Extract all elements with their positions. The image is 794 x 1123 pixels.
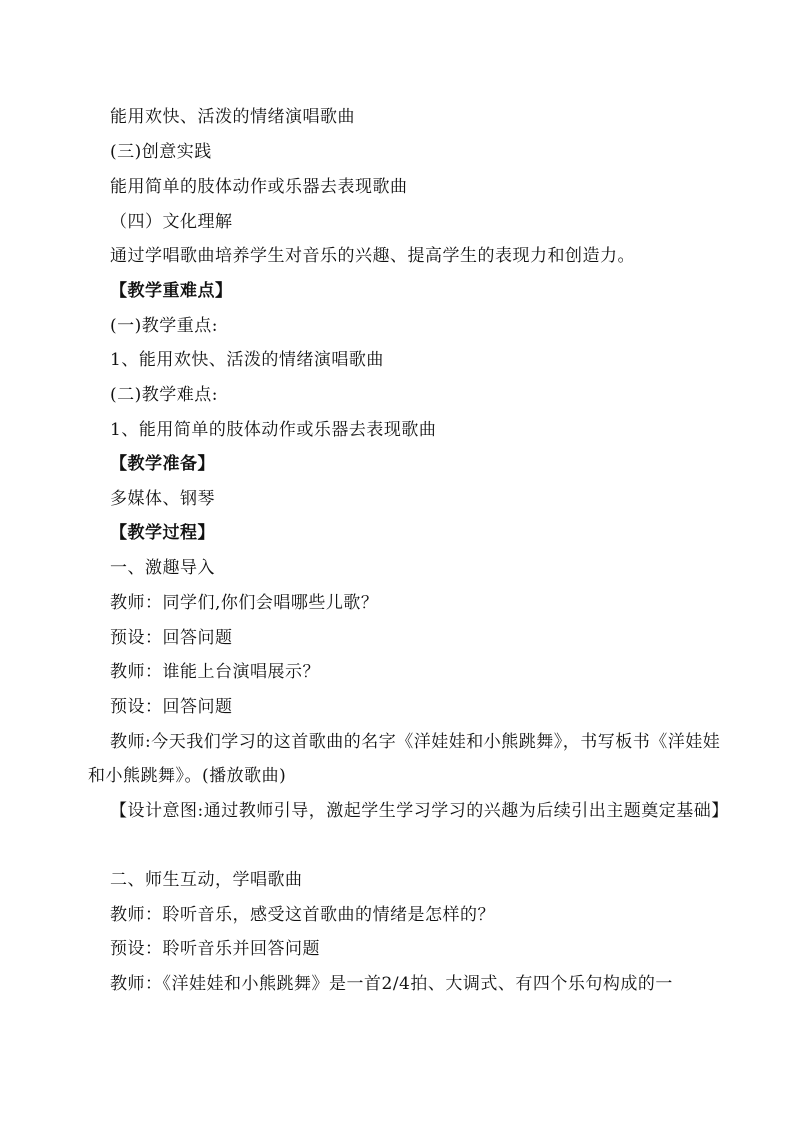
text-line: 能用欢快、活泼的情绪演唱歌曲 [110,107,355,127]
text-line: 1、能用简单的肢体动作或乐器去表现歌曲 [110,420,437,440]
text-line: （四）文化理解 [110,212,233,232]
paragraph: 【设计意图:通过教师引导，激起学生学习学习的兴趣为后续引出主题奠定基础】 [110,801,729,821]
text-line: 能用简单的肢体动作或乐器去表现歌曲 [110,177,408,197]
text-line: 预设：回答问题 [110,628,233,648]
text-line: 教师：同学们,你们会唱哪些儿歌？ [110,593,379,613]
section-heading: 【教学重难点】 [110,281,233,301]
text-line: (三)创意实践 [110,142,212,162]
text-line: 1、能用欢快、活泼的情绪演唱歌曲 [110,350,384,370]
text-line: (二)教学难点: [110,385,218,405]
section-heading: 【教学准备】 [110,454,215,474]
text-line: 教师：聆听音乐，感受这首歌曲的情绪是怎样的？ [110,905,495,925]
text-line: 预设：回答问题 [110,697,233,717]
paragraph: 教师:今天我们学习的这首歌曲的名字《洋娃娃和小熊跳舞》，书写板书《洋娃娃和小熊跳舞》。(播放歌曲) [88,732,721,786]
text-line: 预设：聆听音乐并回答问题 [110,939,320,959]
text-line: 教师：谁能上台演唱展示？ [110,662,320,682]
text-line: 多媒体、钢琴 [110,489,215,509]
text-line: 教师：《洋娃娃和小熊跳舞》是一首2/4拍、大调式、有四个乐句构成的一 [110,974,673,994]
text-line: 二、师生互动，学唱歌曲 [110,870,303,890]
text-line: 一、激趣导入 [110,558,215,578]
text-line: (一)教学重点: [110,316,218,336]
section-heading: 【教学过程】 [110,523,215,543]
text-line: 通过学唱歌曲培养学生对音乐的兴趣、提高学生的表现力和创造力。 [110,246,635,266]
